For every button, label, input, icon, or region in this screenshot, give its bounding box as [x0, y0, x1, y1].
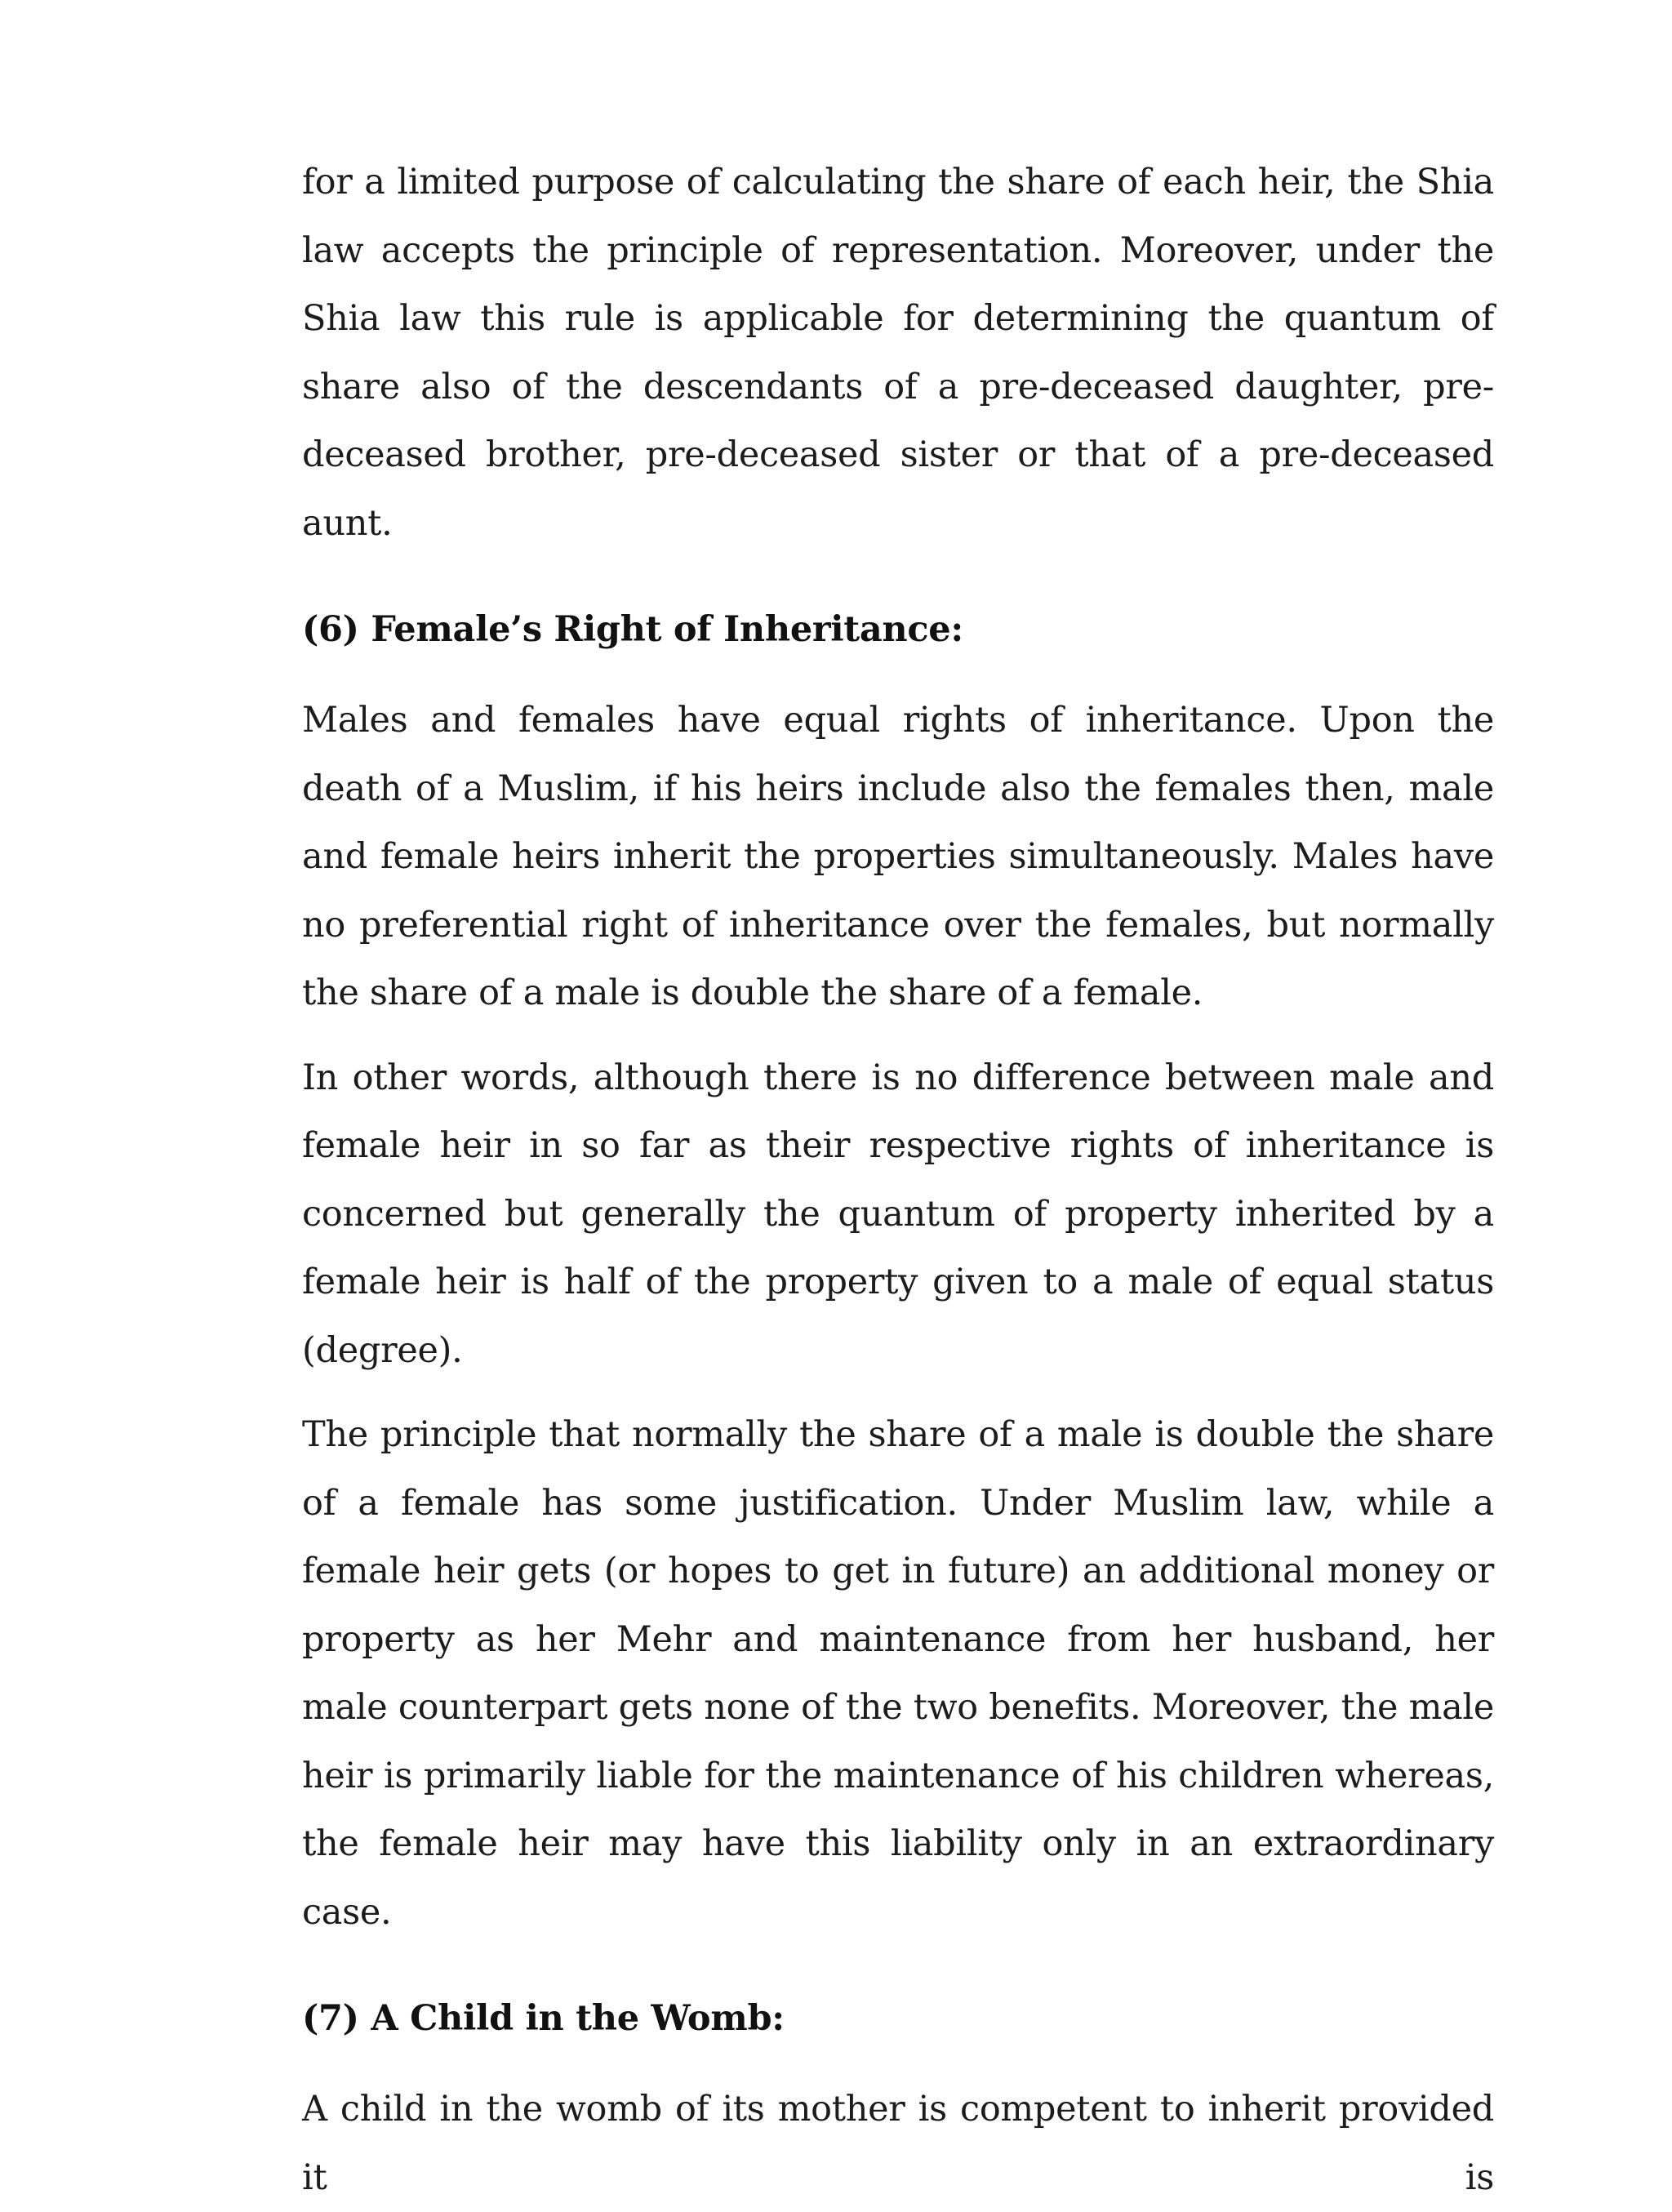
- paragraph-6a: Males and females have equal rights of inheritance. Upon the death of a Muslim, if his heirs include also the females then, male and female heirs inherit the properties simultaneously. Males have no preferential right of inheritance over the females, but normally the share of a male is double the share of a female.: [302, 700, 1494, 1013]
- paragraph-6c: The principle that normally the share of a male is double the share of a female has some justification. Under Muslim law, while a female heir gets (or hopes to get in future) an additional money or property as her Mehr and maintenance from her husband, her male counterpart gets none of the two benefits. Moreover, the male heir is primarily liable for the maintenance of his children whereas, the female heir may have this liability only in an extraordinary case.: [302, 1414, 1494, 1933]
- section-heading-6: (6) Female’s Right of Inheritance:: [302, 609, 963, 650]
- paragraph-intro: for a limited purpose of calculating the share of each heir, the Shia law accepts the principle of representation. Moreover, under the Shia law this rule is applicable for determining the quantum of share also of the descendants of a pre-deceased daughter, pre-deceased brother, pre-deceased sister or that of a pre-deceased aunt.: [302, 162, 1494, 544]
- paragraph-7a: A child in the womb of its mother is competent to inherit provided it is: [302, 2089, 1494, 2198]
- section-heading-7: (7) A Child in the Womb:: [302, 1998, 785, 2039]
- document-body: [302, 149, 1494, 2212]
- paragraph-6b: In other words, although there is no difference between male and female heir in so far as their respective rights of inheritance is concerned but generally the quantum of property inherited by a female heir is half of the property given to a male of equal status (degree).: [302, 1057, 1494, 1371]
